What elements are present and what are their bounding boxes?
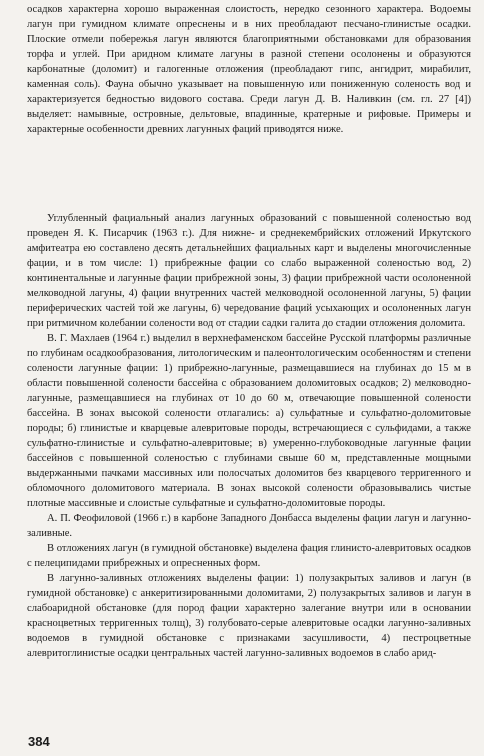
- paragraph: А. П. Феофиловой (1966 г.) в карбоне Западного Донбасса выделены фации лагун и лагунно-заливные.: [27, 513, 471, 539]
- intro-section: [27, 2, 471, 137]
- main-section: [27, 211, 471, 661]
- paragraph: В. Г. Махлаев (1964 г.) выделил в верхнефаменском бассейне Русской платформы различные по глубинам осадкообразования, литологическим и палеонтологическим особенностям и степени солености лагунные фации: 1) прибрежно-лагунные, размещавшиеся на глубинах до 15 м в области повышенной солености бассейна с образованием доломитовых осадков; 2) мелководно-лагунные, размещавшиеся на глубинах от 10 до 60 м, отвечающие повышенной солености бассейна. В зонах высокой солености отлагались: а) сульфатные и сульфатно-доломитовые породы; б) глинистые и кварцевые алевритовые породы, встречающиеся с сульфидами, а также сульфатно-глинистые и сульфатно-алевритовые; в) умеренно-глубоководные лагунные фации бассейнов с повышенной соленостью с глубинами свыше 60 м, представленные мощными выдержанными пачками массивных или полосчатых доломитов без кварцевого терригенного и обломочного доломитового материала. В зонах высокой солености образовывались чистые плотные массивные и слоистые сульфатные и сульфатно-доломитовые породы.: [27, 333, 471, 509]
- paragraph: В отложениях лагун (в гумидной обстановке) выделена фация глинисто-алевритовых осадков с пелеципидами прибрежных и опресненных форм.: [27, 543, 471, 569]
- page-number: 384: [28, 734, 50, 749]
- paragraph: Углубленный фациальный анализ лагунных образований с повышенной соленостью вод проведен Я. К. Писарчик (1963 г.). Для нижне- и среднекембрийских отложений Иркутского амфитеатра ею составлено десять детальнейших фациальных карт и выделены многочисленные фации, и в том числе: 1) прибрежные фации со слабо выраженной соленостью вод, 2) континентальные и лагунные фации прибрежной зоны, 3) фации прибрежной части осолоненной мелководной лагуны, 4) фации внутренних частей мелководной осолоненной лагуны, 5) фации периферических частей той же лагуны, 6) чередование фаций усыхающих и осолоненных лагун при ритмичном колебании солености вод от стадии садки галита до стадии отложения доломита.: [27, 213, 471, 329]
- paragraph: осадков характерна хорошо выраженная слоистость, нередко сезонного характера. Водоемы лагун при гумидном климате опреснены и в них преобладают песчано-глинистые осадки. Плоские отмели побережья лагун являются благоприятными обстановками для образования торфа и углей. При аридном климате лагуны в разной степени осолонены и образуются карбонатные (доломит) и галогенные отложения (преобладают гипс, ангидрит, мирабилит, каменная соль). Фауна обычно указывает на повышенную или пониженную соленость вод и характеризуется бедностью видового состава. Среди лагун Д. В. Наливкин (см. гл. 27 [4]) выделяет: намывные, островные, дельтовые, впадинные, кратерные и рифовые. Примеры и характерные особенности древних лагунных фаций приводятся ниже.: [27, 4, 471, 135]
- paragraph: В лагунно-заливных отложениях выделены фации: 1) полузакрытых заливов и лагун (в гумидной обстановке) с анкеритизированными доломитами, 2) полузакрытых заливов и лагун в слабоаридной обстановке (для пород фации характерно залегание внутри или в основании красноцветных терригенных толщ), 3) голубовато-серые алевритовые осадки лагунно-заливных водоемов в гумидной обстановке с признаками засушливости, 4) пестроцветные алевритоглинистые осадки центральных частей лагунно-заливных водоемов в слабо арид-: [27, 573, 471, 659]
